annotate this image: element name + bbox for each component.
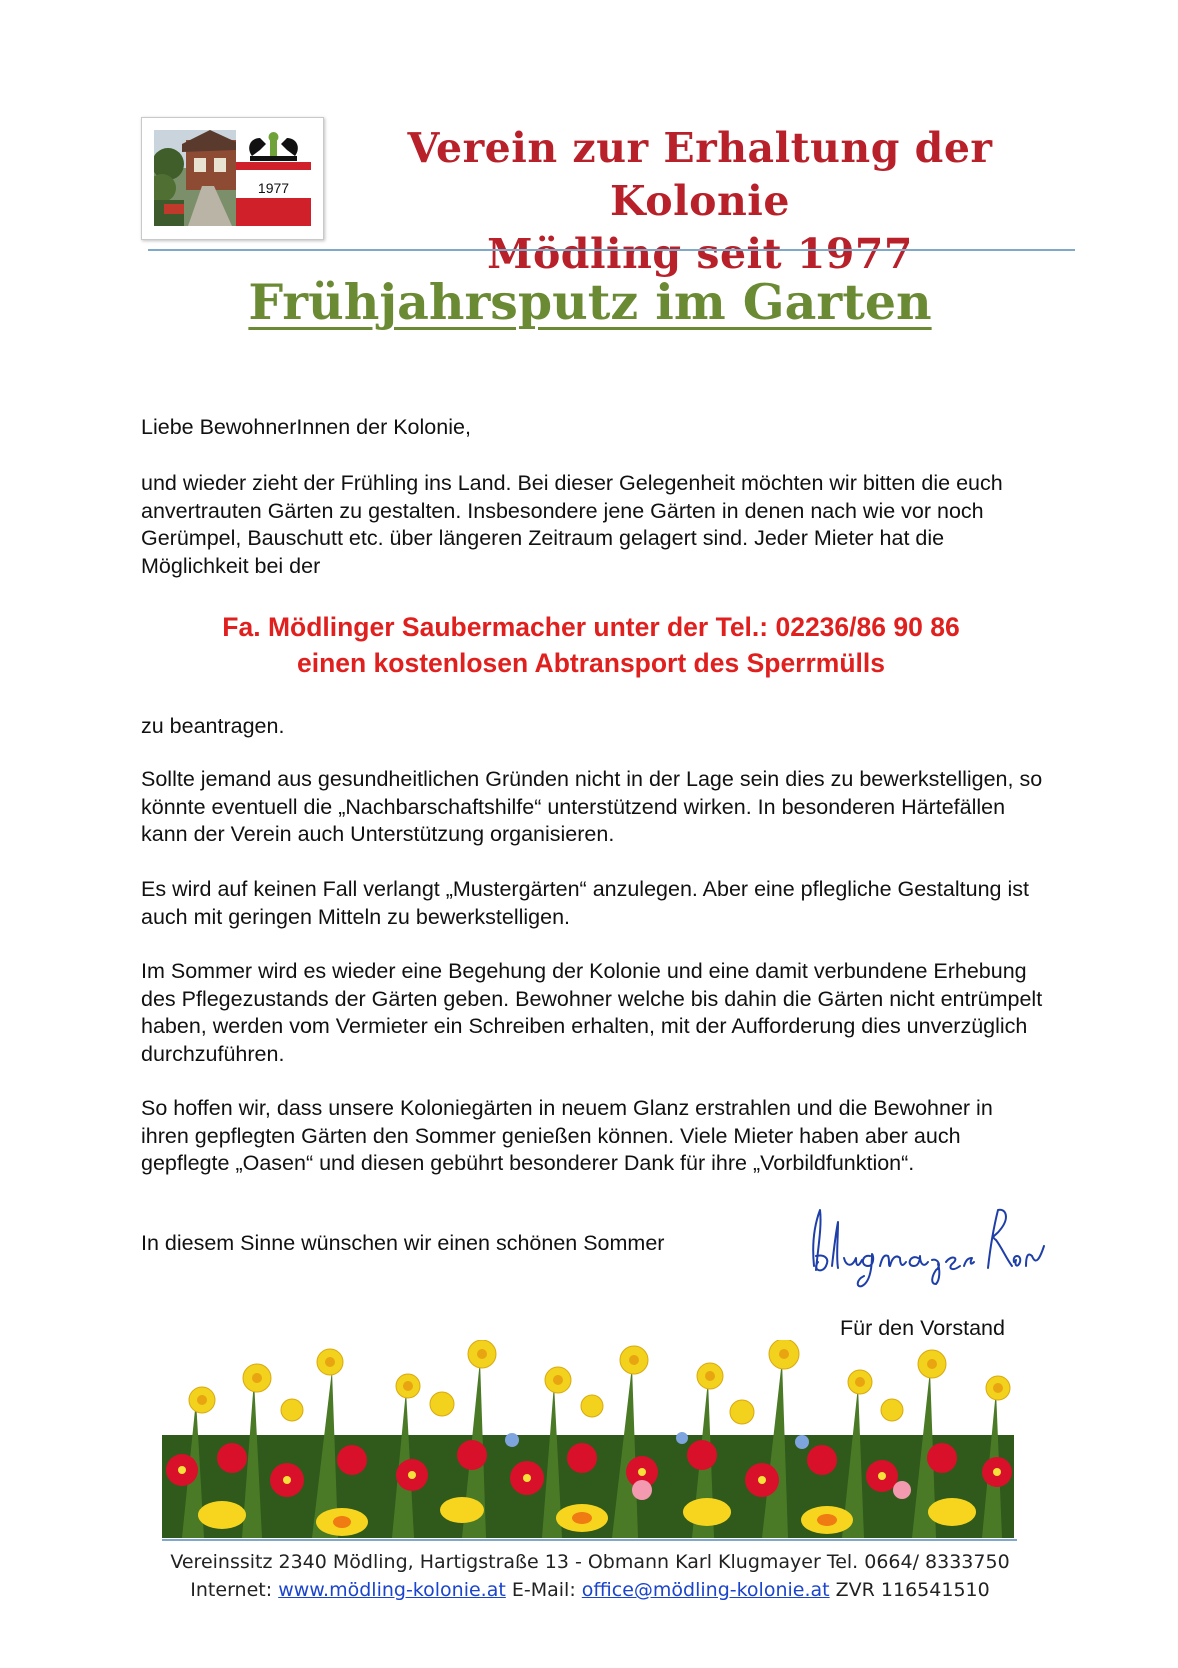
gardens-paragraph: Es wird auf keinen Fall verlangt „Mustergärten“ anzulegen. Aber eine pflegliche Gestaltung ist auch mit geringen Mitteln zu bewerkstelligen. bbox=[141, 877, 1029, 929]
association-title-line-1: Verein zur Erhaltung der Kolonie bbox=[407, 124, 993, 225]
association-title bbox=[330, 122, 1070, 281]
greeting: Liebe BewohnerInnen der Kolonie, bbox=[141, 415, 471, 439]
highlight-notice bbox=[141, 609, 1041, 681]
highlight-line-2: einen kostenlosen Abtransport des Sperrmülls bbox=[296, 648, 886, 678]
summer-paragraph: Im Sommer wird es wieder eine Begehung der Kolonie und eine damit verbundene Erhebung des Pflegezustands der Gärten geben. Bewohner welche bis dahin die Gärten nicht entrümpelt haben, werden vom Vermieter ein Schreiben erhalten, mit der Aufforderung dies unverzüglich durchzuführen. bbox=[141, 959, 1043, 1066]
after-highlight: zu beantragen. bbox=[141, 714, 285, 738]
emblem-icon bbox=[236, 130, 311, 226]
page-title-text: Frühjahrsputz im Garten bbox=[248, 273, 932, 331]
footer-contact bbox=[140, 1576, 1040, 1604]
logo-year: 1977 bbox=[257, 180, 290, 196]
health-paragraph: Sollte jemand aus gesundheitlichen Gründen nicht in der Lage sein dies zu bewerkstelligen, so könnte eventuell die „Nachbarschaftshilfe“ unterstützend wirken. In besonderen Härtefällen kann der Verein auch Unterstützung organisieren. bbox=[141, 767, 1043, 846]
email-link[interactable]: office@mödling-kolonie.at bbox=[581, 1579, 830, 1601]
header-divider bbox=[148, 249, 1075, 251]
association-title-line-2: Mödling seit 1977 bbox=[487, 230, 913, 278]
page-title bbox=[140, 270, 1040, 334]
zvr-number: ZVR 116541510 bbox=[835, 1579, 990, 1601]
email-label: E-Mail: bbox=[511, 1579, 576, 1601]
hope-paragraph: So hoffen wir, dass unsere Koloniegärten in neuem Glanz erstrahlen und die Bewohner in ihren gepflegten Gärten den Sommer genießen können. Viele Mieter haben aber auch gepflegte „Oasen“ und diesen gebührt besonderer Dank für ihre „Vorbildfunktion“. bbox=[141, 1096, 993, 1175]
footer-divider bbox=[162, 1539, 1017, 1541]
internet-label: Internet: bbox=[190, 1579, 273, 1601]
footer-address: Vereinssitz 2340 Mödling, Hartigstraße 13 - Obmann Karl Klugmayer Tel. 0664/ 8333750 bbox=[170, 1551, 1010, 1573]
intro-paragraph: und wieder zieht der Frühling ins Land. Bei dieser Gelegenheit möchten wir bitten die euch anvertrauten Gärten zu gestalten. Insbesondere jene Gärten in denen nach wie vor noch Gerümpel, Bauschutt etc. über längeren Zeitraum gelagert sind. Jeder Mieter hat die Möglichkeit bei der bbox=[141, 471, 1003, 578]
highlight-line-1: Fa. Mödlinger Saubermacher unter der Tel.: 02236/86 90 86 bbox=[222, 612, 960, 642]
flower-bed-image bbox=[162, 1340, 1014, 1538]
signature-image bbox=[800, 1196, 1050, 1291]
logo bbox=[141, 117, 324, 240]
closing-line: In diesem Sinne wünschen wir einen schönen Sommer bbox=[141, 1231, 665, 1255]
website-link[interactable]: www.mödling-kolonie.at bbox=[278, 1579, 506, 1601]
signed-by: Für den Vorstand bbox=[840, 1316, 1005, 1340]
colony-photo-image bbox=[154, 130, 236, 226]
